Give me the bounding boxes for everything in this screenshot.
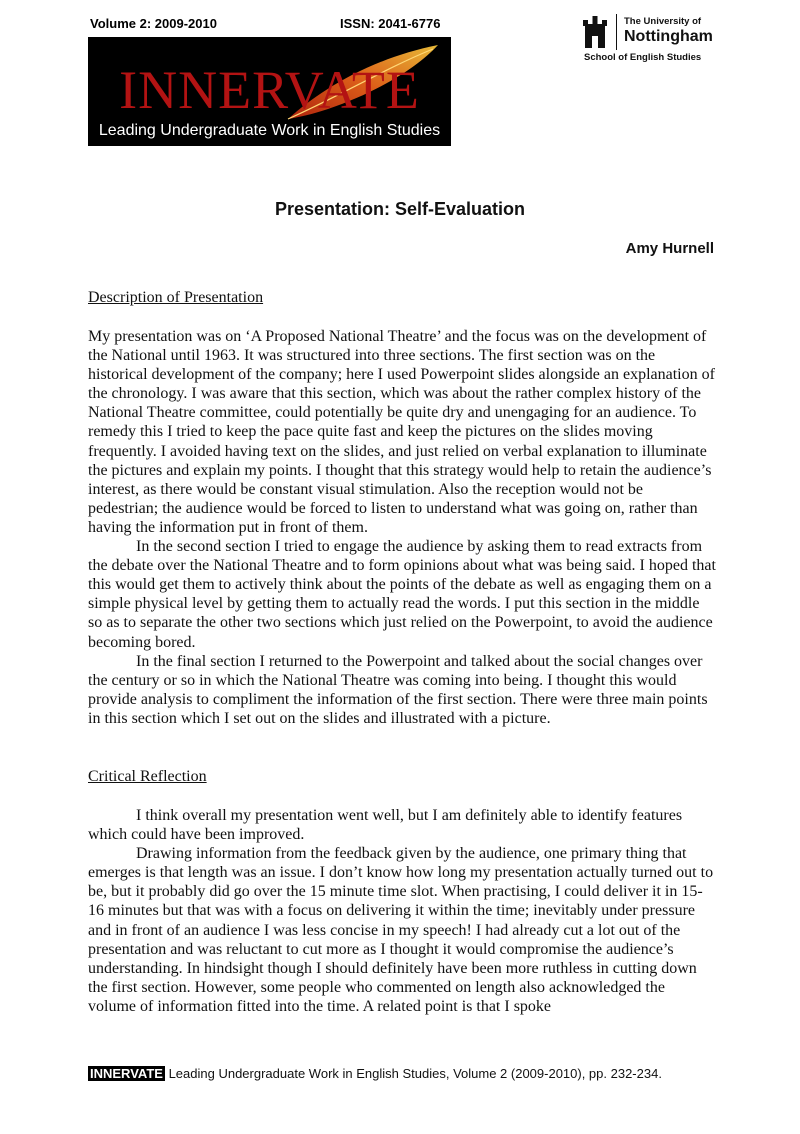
author-name: Amy Hurnell	[625, 240, 714, 257]
university-name: Nottingham	[624, 28, 713, 45]
paragraph: I think overall my presentation went well, but I am definitely able to identify features which could have been improved.	[88, 807, 683, 844]
paragraph: Drawing information from the feedback given by the audience, one primary thing that emerges is that length was an issue. I don’t know how long my presentation actually turned out to be, but it probably did go over the 15 minute time slot. When practising, I could deliver it in 15-16 minutes but that was with a focus on delivering it within the time; inevitably under pressure and in front of an audience I was less concise in my speech! I had already cut a lot out of the presentation and was reluctant to cut more as I thought it would compromise the audience’s understanding. In hindsight though I should definitely have been more ruthless in cutting down the first section. However, some people who commented on length also acknowledged the volume of information fitted into the time. A related point is that I spoke	[88, 845, 714, 1015]
section-description-body	[88, 327, 716, 728]
section-reflection-body	[88, 806, 716, 1016]
document-title: Presentation: Self-Evaluation	[274, 199, 526, 219]
page-footer	[88, 1066, 662, 1081]
paragraph: In the second section I tried to engage the audience by asking them to read extracts from the debate over the National Theatre and to form opinions about what was being said. I hoped that this would get them to actively think about the points of the debate as well as engaging them on a simple physical level by getting them to actually read the words. I put this section in the middle so as to separate the other two sections which just relied on the Powerpoint, to avoid the audience becoming bored.	[88, 538, 716, 651]
issn-label: ISSN: 2041-6776	[340, 16, 441, 31]
logo-divider	[616, 14, 617, 50]
section-heading-description: Description of Presentation	[88, 289, 264, 306]
banner-tagline: Leading Undergraduate Work in English Studies	[98, 122, 441, 139]
castle-crest-icon	[581, 16, 609, 50]
university-line1: The University of	[624, 16, 702, 27]
paragraph: My presentation was on ‘A Proposed National Theatre’ and the focus was on the development of the National until 1963. It was structured into three sections. The first section was on the historical development of the company; here I used Powerpoint slides alongside an explanation of the chronology. I was aware that this section, which was about the rather complex history of the National Theatre committee, could potentially be quite dry and unengaging for an audience. To remedy this I tried to keep the pace quite fast and keep the pictures on the slides moving frequently. I avoided having text on the slides, and just relied on verbal explanation to illuminate the pictures and explain my points. I thought that this strategy would help to retain the audience’s interest, as there would be constant visual stimulation. Also the reception would not be pedestrian; the audience would be forced to listen to understand what was going on, rather than having the information put in front of them.	[88, 328, 715, 536]
school-name: School of English Studies	[584, 52, 702, 63]
section-heading-reflection: Critical Reflection	[88, 768, 207, 785]
paragraph: In the final section I returned to the Powerpoint and talked about the social changes over the century or so in which the National Theatre was coming into being. I thought this would provide analysis to compliment the information of the first section. There were three main points in this section which I set out on the slides and illustrated with a picture.	[88, 652, 708, 727]
footer-citation: Leading Undergraduate Work in English Studies, Volume 2 (2009-2010), pp. 232-234.	[164, 1066, 662, 1081]
university-logo	[581, 14, 721, 69]
footer-innervate-tag: INNERVATE	[90, 1066, 163, 1081]
banner-title: INNERVATE	[119, 60, 420, 120]
volume-label: Volume 2: 2009-2010	[90, 16, 217, 31]
innervate-banner	[88, 37, 451, 146]
